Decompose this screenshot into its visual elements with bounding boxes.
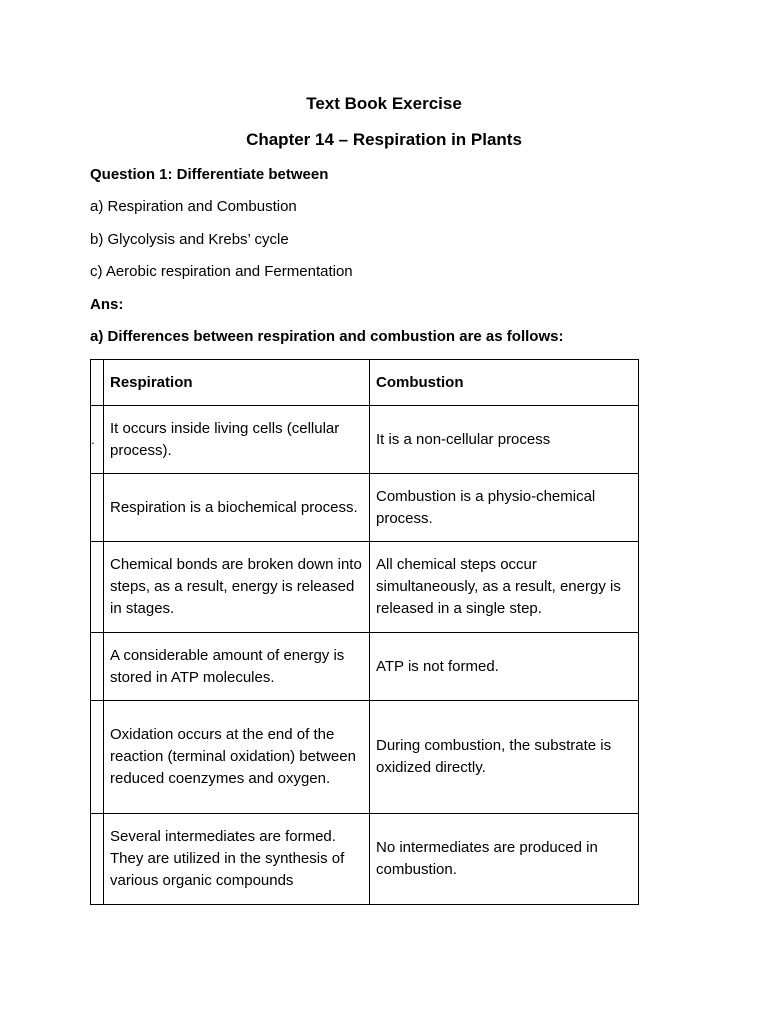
- table-row: [91, 542, 639, 633]
- combustion-cell: It is a non-cellular process: [370, 406, 639, 474]
- row-marker: [91, 814, 104, 905]
- row-marker: [91, 542, 104, 633]
- row-marker: [91, 633, 104, 701]
- column-header-combustion: Combustion: [370, 360, 639, 406]
- respiration-cell: Chemical bonds are broken down into steps, as a result, energy is released in stages.: [104, 542, 370, 633]
- table-row: [91, 633, 639, 701]
- respiration-cell: It occurs inside living cells (cellular process).: [104, 406, 370, 474]
- chapter-heading: Chapter 14 – Respiration in Plants: [246, 130, 522, 149]
- question-heading: Question 1: Differentiate between: [90, 166, 329, 183]
- row-marker: [91, 474, 104, 542]
- question-option-b: b) Glycolysis and Krebs’ cycle: [90, 231, 289, 248]
- respiration-cell: Oxidation occurs at the end of the reaction (terminal oxidation) between reduced coenzymes and oxygen.: [104, 701, 370, 814]
- row-marker: .: [91, 406, 104, 474]
- comparison-table: [90, 359, 639, 905]
- table-marker-cell: [91, 360, 104, 406]
- table-header-row: [91, 360, 639, 406]
- combustion-cell: During combustion, the substrate is oxidized directly.: [370, 701, 639, 814]
- table-row: [91, 474, 639, 542]
- respiration-cell: Several intermediates are formed. They are utilized in the synthesis of various organic compounds: [104, 814, 370, 905]
- table-row: [91, 701, 639, 814]
- answer-label: Ans:: [90, 296, 124, 313]
- question-option-a: a) Respiration and Combustion: [90, 198, 297, 215]
- combustion-cell: All chemical steps occur simultaneously, as a result, energy is released in a single step.: [370, 542, 639, 633]
- document-title: Text Book Exercise: [306, 94, 462, 113]
- column-header-respiration: Respiration: [104, 360, 370, 406]
- table-row: [91, 814, 639, 905]
- combustion-cell: ATP is not formed.: [370, 633, 639, 701]
- question-option-c: c) Aerobic respiration and Fermentation: [90, 263, 353, 280]
- combustion-cell: No intermediates are produced in combustion.: [370, 814, 639, 905]
- answer-subheading: a) Differences between respiration and combustion are as follows:: [90, 328, 564, 345]
- respiration-cell: A considerable amount of energy is stored in ATP molecules.: [104, 633, 370, 701]
- row-marker: [91, 701, 104, 814]
- table-row: [91, 406, 639, 474]
- combustion-cell: Combustion is a physio-chemical process.: [370, 474, 639, 542]
- respiration-cell: Respiration is a biochemical process.: [104, 474, 370, 542]
